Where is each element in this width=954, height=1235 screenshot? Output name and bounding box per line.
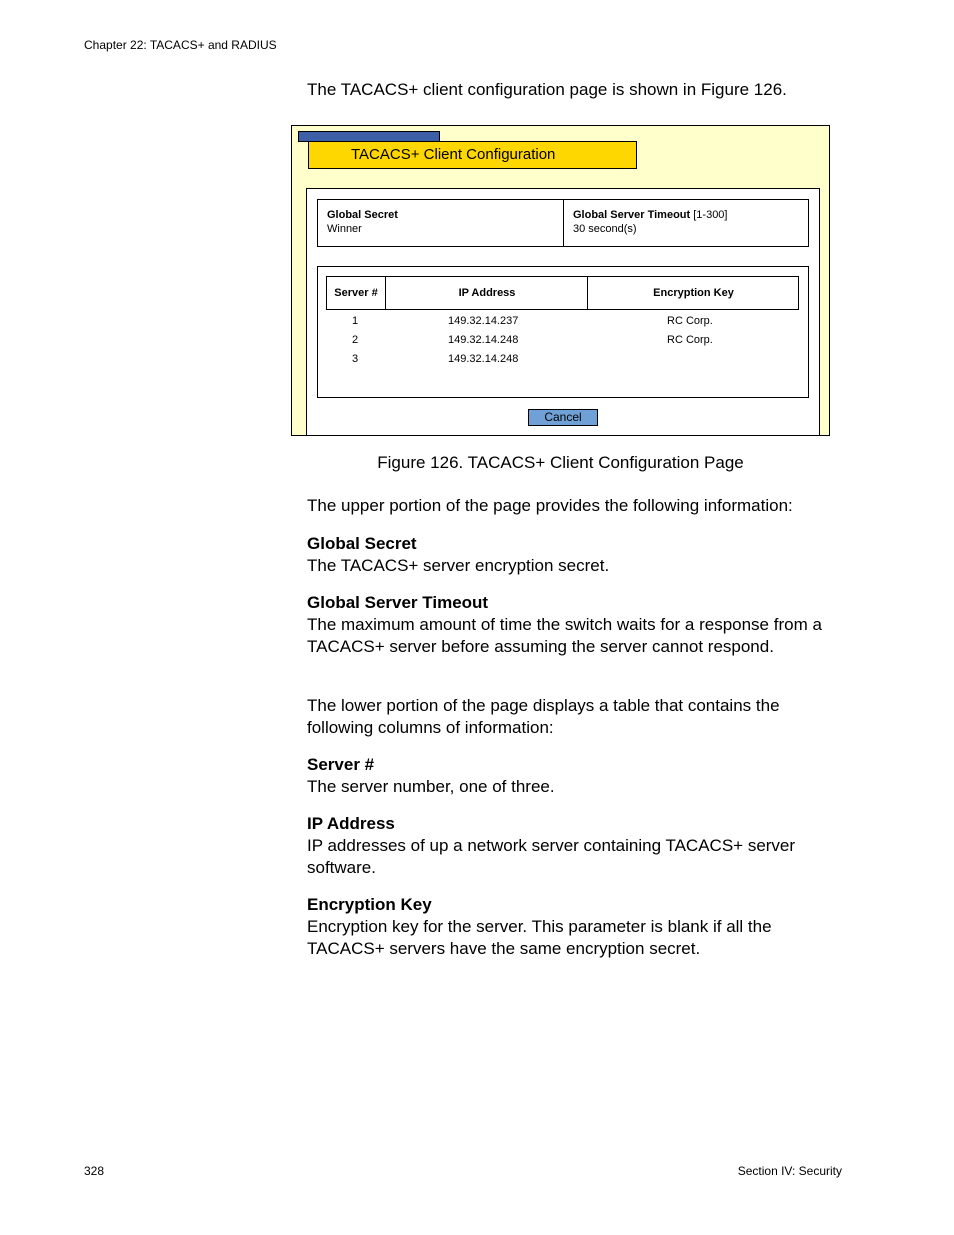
lower-intro-text: The lower portion of the page displays a table that contains the following columns of information: xyxy=(307,696,780,737)
definition-server-number xyxy=(307,754,827,798)
server-number: 2 xyxy=(352,334,359,346)
global-secret-label: Global Secret xyxy=(327,209,398,221)
definition-description: Encryption key for the server. This parameter is blank if all the TACACS+ servers have the same encryption secret. xyxy=(307,917,772,958)
global-secret-field xyxy=(327,208,398,236)
server-ip: 149.32.14.237 xyxy=(448,315,519,327)
definition-term: Server # xyxy=(307,755,375,774)
definition-term: Global Secret xyxy=(307,534,417,553)
definition-global-secret xyxy=(307,533,827,577)
column-header-key: Encryption Key xyxy=(587,277,799,309)
server-ip: 149.32.14.248 xyxy=(448,353,519,365)
intro-text: The TACACS+ client configuration page is shown in Figure 126. xyxy=(307,80,787,99)
global-timeout-range: [1-300] xyxy=(693,209,728,221)
server-table-header xyxy=(326,276,799,310)
global-timeout-field xyxy=(573,208,727,236)
definition-description: The TACACS+ server encryption secret. xyxy=(307,556,610,575)
table-row xyxy=(326,331,799,350)
server-number: 1 xyxy=(352,315,359,327)
definition-term: Encryption Key xyxy=(307,895,432,914)
global-timeout-label: Global Server Timeout xyxy=(573,209,691,221)
server-ip: 149.32.14.248 xyxy=(448,334,519,346)
definition-description: IP addresses of up a network server containing TACACS+ server software. xyxy=(307,836,796,877)
table-row xyxy=(326,312,799,331)
upper-intro-text: The upper portion of the page provides the following information: xyxy=(307,496,793,515)
global-settings-box xyxy=(317,199,809,247)
running-header: Chapter 22: TACACS+ and RADIUS xyxy=(84,38,277,52)
server-key: RC Corp. xyxy=(667,334,713,346)
definition-ip-address xyxy=(307,813,827,879)
definition-encryption-key xyxy=(307,894,827,960)
column-header-server: Server # xyxy=(334,287,378,299)
upper-intro xyxy=(307,495,827,517)
global-secret-value: Winner xyxy=(327,223,362,235)
figure-title-bar: TACACS+ Client Configuration xyxy=(308,141,637,169)
figure-caption: Figure 126. TACACS+ Client Configuration Page xyxy=(377,453,744,472)
table-row xyxy=(326,350,799,369)
definition-description: The server number, one of three. xyxy=(307,777,555,796)
definition-description: The maximum amount of time the switch waits for a response from a TACACS+ server before assuming the server cannot respond. xyxy=(307,615,822,656)
definition-term: IP Address xyxy=(307,814,395,833)
server-key: RC Corp. xyxy=(667,315,713,327)
figure-panel xyxy=(306,188,820,436)
column-header-ip: IP Address xyxy=(385,277,588,309)
definition-term: Global Server Timeout xyxy=(307,593,489,612)
global-divider xyxy=(563,200,564,246)
definition-global-timeout xyxy=(307,592,827,658)
server-number: 3 xyxy=(352,353,359,365)
cancel-button[interactable]: Cancel xyxy=(528,409,598,426)
server-table xyxy=(317,266,809,398)
figure-screenshot xyxy=(291,125,830,436)
intro-paragraph xyxy=(307,79,827,101)
global-timeout-value: 30 second(s) xyxy=(573,223,637,235)
page-number: 328 xyxy=(84,1164,105,1178)
lower-intro xyxy=(307,695,827,739)
running-footer-section: Section IV: Security xyxy=(737,1164,842,1178)
